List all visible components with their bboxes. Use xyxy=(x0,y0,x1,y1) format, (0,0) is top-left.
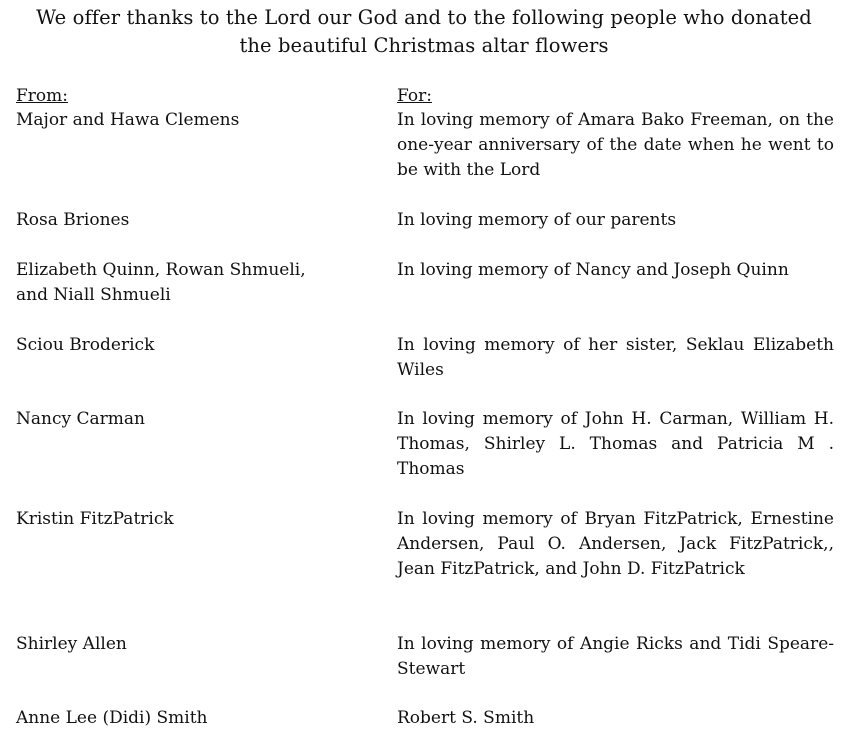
dedication-text: In loving memory of Amara Bako Freeman, on the one-year anniversary of the date when he went to be with the Lord xyxy=(397,110,834,180)
donor-name: Rosa Briones xyxy=(16,210,130,230)
dedication-text: In loving memory of John H. Carman, William H. Thomas, Shirley L. Thomas and Patricia M . Thomas xyxy=(397,409,834,479)
donor-name: Sciou Broderick xyxy=(16,335,155,355)
dedication-text: In loving memory of Bryan FitzPatrick, Ernestine Andersen, Paul O. Andersen, Jack FitzPatrick,, Jean FitzPatrick, and John D. FitzPatrick xyxy=(397,509,834,579)
donor-name: Major and Hawa Clemens xyxy=(16,110,240,130)
dedication-text: In loving memory of our parents xyxy=(397,210,677,230)
dedication-text: In loving memory of Angie Ricks and Tidi Speare-Stewart xyxy=(397,634,834,679)
donor-name: Kristin FitzPatrick xyxy=(16,509,174,529)
dedication-text: In loving memory of Nancy and Joseph Quinn xyxy=(397,260,789,280)
donor-name: Shirley Allen xyxy=(16,634,127,654)
donor-name: Elizabeth Quinn, Rowan Shmueli, and Niall Shmueli xyxy=(16,260,306,305)
donor-name: Anne Lee (Didi) Smith xyxy=(16,708,208,728)
donor-name: Nancy Carman xyxy=(16,409,145,429)
title-line-2: the beautiful Christmas altar flowers xyxy=(239,34,609,57)
title-line-1: We offer thanks to the Lord our God and to the following people who donated xyxy=(36,6,812,29)
dedication-text: Robert S. Smith xyxy=(397,708,535,728)
page-title xyxy=(0,4,848,60)
for-column-header: For: xyxy=(397,86,432,106)
dedication-text: In loving memory of her sister, Seklau Elizabeth Wiles xyxy=(397,335,834,380)
from-column-header: From: xyxy=(16,86,69,106)
